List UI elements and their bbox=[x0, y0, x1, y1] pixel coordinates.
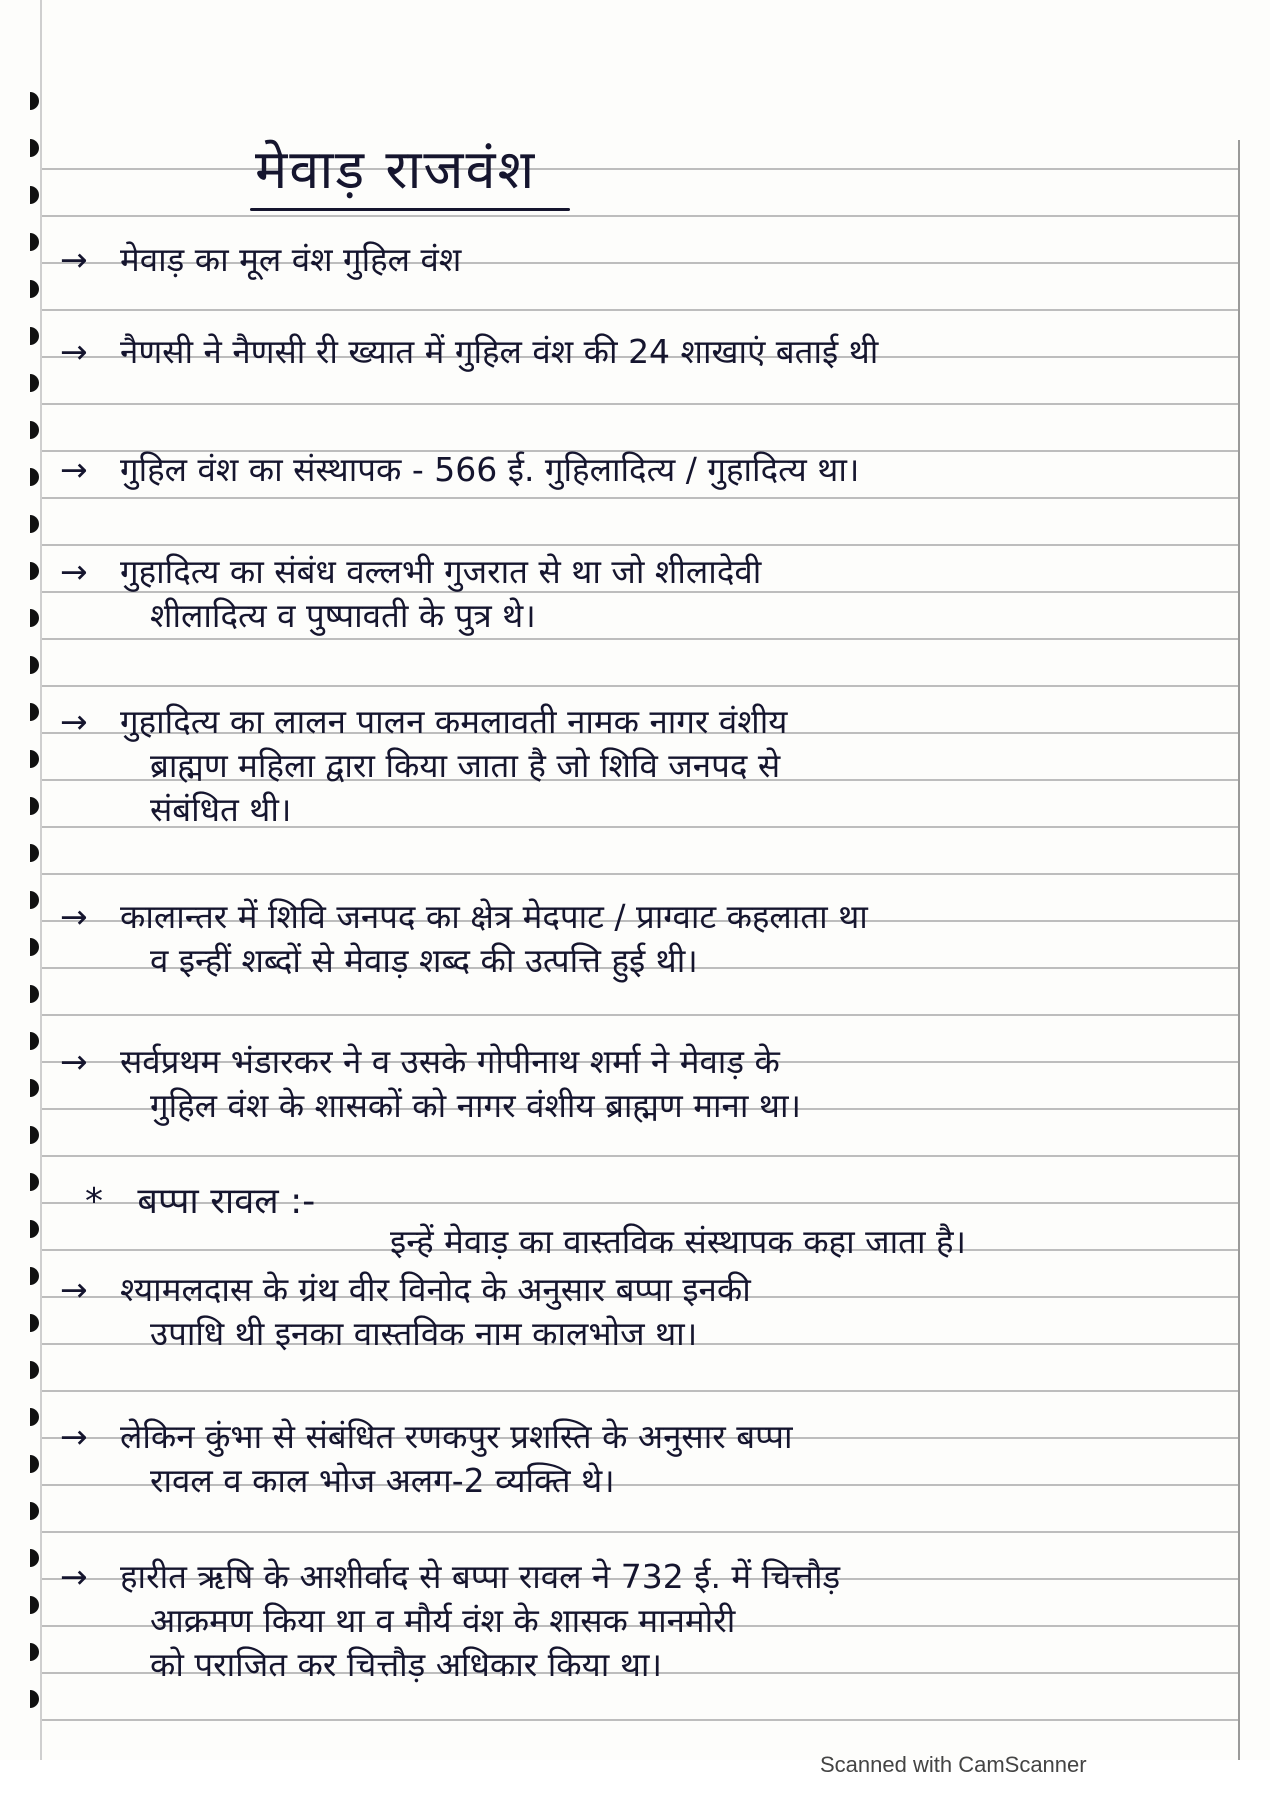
binder-hole bbox=[30, 891, 39, 909]
binder-hole bbox=[30, 985, 39, 1003]
note-text: को पराजित कर चित्तौड़ अधिकार किया था। bbox=[150, 1645, 662, 1684]
binder-hole bbox=[30, 1173, 39, 1191]
ruled-line bbox=[42, 638, 1238, 640]
binder-hole bbox=[30, 1126, 39, 1144]
section-heading bbox=[85, 1180, 315, 1224]
note-text: रावल व काल भोज अलग-2 व्यक्ति थे। bbox=[150, 1461, 615, 1500]
binder-hole bbox=[30, 233, 39, 251]
binder-hole bbox=[30, 1314, 39, 1332]
note-text: गुहादित्य का लालन पालन कमलावती नामक नागर वंशीय bbox=[120, 702, 788, 741]
arrow-icon: → bbox=[60, 332, 88, 371]
ruled-line bbox=[42, 1014, 1238, 1016]
note-text: मेवाड़ का मूल वंश गुहिल वंश bbox=[120, 240, 462, 279]
binder-hole bbox=[30, 1267, 39, 1285]
page-margin-line bbox=[40, 0, 42, 1760]
binder-hole bbox=[30, 797, 39, 815]
arrow-icon: → bbox=[60, 552, 88, 591]
ruled-line bbox=[42, 544, 1238, 546]
page-title: मेवाड़ राजवंश bbox=[255, 138, 537, 201]
arrow-icon: → bbox=[60, 1042, 88, 1081]
note-text: गुहिल वंश का संस्थापक - 566 ई. गुहिलादित्य / गुहादित्य था। bbox=[120, 450, 860, 489]
ruled-line bbox=[42, 873, 1238, 875]
binder-hole bbox=[30, 186, 39, 204]
binder-hole bbox=[30, 750, 39, 768]
scanner-watermark: Scanned with CamScanner bbox=[820, 1752, 1087, 1777]
arrow-icon: → bbox=[60, 1417, 88, 1456]
note-text: उपाधि थी इनका वास्तविक नाम कालभोज था। bbox=[150, 1314, 698, 1353]
title-underline bbox=[250, 208, 570, 211]
ruled-line bbox=[42, 1390, 1238, 1392]
note-item bbox=[60, 895, 1230, 983]
binder-hole bbox=[30, 1549, 39, 1567]
binder-hole bbox=[30, 703, 39, 721]
ruled-line bbox=[42, 1531, 1238, 1533]
note-item bbox=[60, 330, 1230, 374]
note-text: आक्रमण किया था व मौर्य वंश के शासक मानमोरी bbox=[150, 1601, 736, 1640]
binder-hole bbox=[30, 1596, 39, 1614]
note-text: गुहादित्य का संबंध वल्लभी गुजरात से था जो शीलादेवी bbox=[120, 552, 762, 591]
binder-hole bbox=[30, 280, 39, 298]
binder-hole bbox=[30, 327, 39, 345]
arrow-icon: → bbox=[60, 1557, 88, 1596]
note-text: व इन्हीं शब्दों से मेवाड़ शब्द की उत्पत्ति हुई थी। bbox=[150, 941, 698, 980]
binder-hole bbox=[30, 1220, 39, 1238]
binder-hole bbox=[30, 938, 39, 956]
arrow-icon: → bbox=[60, 450, 88, 489]
note-text: सर्वप्रथम भंडारकर ने व उसके गोपीनाथ शर्मा ने मेवाड़ के bbox=[120, 1042, 780, 1081]
note-text: हारीत ऋषि के आशीर्वाद से बप्पा रावल ने 732 ई. में चित्तौड़ bbox=[120, 1557, 841, 1596]
note-text: संबंधित थी। bbox=[150, 790, 292, 829]
note-text: कालान्तर में शिवि जनपद का क्षेत्र मेदपाट / प्राग्वाट कहलाता था bbox=[120, 897, 868, 936]
asterisk-icon: * bbox=[85, 1181, 103, 1222]
binder-hole bbox=[30, 1361, 39, 1379]
binder-holes bbox=[0, 0, 40, 1797]
binder-hole bbox=[30, 139, 39, 157]
ruled-line bbox=[42, 497, 1238, 499]
binder-hole bbox=[30, 374, 39, 392]
binder-hole bbox=[30, 844, 39, 862]
binder-hole bbox=[30, 562, 39, 580]
arrow-icon: → bbox=[60, 1270, 88, 1309]
arrow-icon: → bbox=[60, 702, 88, 741]
section-subline: इन्हें मेवाड़ का वास्तविक संस्थापक कहा जाता है। bbox=[390, 1222, 967, 1261]
binder-hole bbox=[30, 609, 39, 627]
arrow-icon: → bbox=[60, 897, 88, 936]
binder-hole bbox=[30, 1643, 39, 1661]
note-item bbox=[60, 1268, 1230, 1356]
ruled-line bbox=[42, 1719, 1238, 1721]
binder-hole bbox=[30, 1032, 39, 1050]
note-item bbox=[60, 550, 1230, 638]
binder-hole bbox=[30, 656, 39, 674]
note-item bbox=[60, 1040, 1230, 1128]
note-item bbox=[60, 448, 1230, 492]
binder-hole bbox=[30, 1455, 39, 1473]
binder-hole bbox=[30, 1690, 39, 1708]
ruled-line bbox=[42, 685, 1238, 687]
binder-hole bbox=[30, 1408, 39, 1426]
page-edge bbox=[1238, 140, 1240, 1760]
ruled-line bbox=[42, 1155, 1238, 1157]
note-item bbox=[60, 700, 1230, 832]
ruled-line bbox=[42, 168, 1238, 170]
section-heading-text: बप्पा रावल :- bbox=[137, 1181, 316, 1222]
arrow-icon: → bbox=[60, 240, 88, 279]
note-text: श्यामलदास के ग्रंथ वीर विनोद के अनुसार बप्पा इनकी bbox=[120, 1270, 751, 1309]
binder-hole bbox=[30, 1079, 39, 1097]
note-text: गुहिल वंश के शासकों को नागर वंशीय ब्राह्मण माना था। bbox=[150, 1086, 802, 1125]
ruled-line bbox=[42, 403, 1238, 405]
note-text: ब्राह्मण महिला द्वारा किया जाता है जो शिवि जनपद से bbox=[150, 746, 781, 785]
binder-hole bbox=[30, 421, 39, 439]
ruled-line bbox=[42, 215, 1238, 217]
note-item bbox=[60, 1555, 1230, 1687]
binder-hole bbox=[30, 468, 39, 486]
note-item bbox=[60, 238, 1230, 282]
note-text: शीलादित्य व पुष्पावती के पुत्र थे। bbox=[150, 596, 536, 635]
note-text: नैणसी ने नैणसी री ख्यात में गुहिल वंश की 24 शाखाएं बताई थी bbox=[120, 332, 879, 371]
note-text: लेकिन कुंभा से संबंधित रणकपुर प्रशस्ति के अनुसार बप्पा bbox=[120, 1417, 793, 1456]
binder-hole bbox=[30, 515, 39, 533]
ruled-line bbox=[42, 309, 1238, 311]
note-item bbox=[60, 1415, 1230, 1503]
binder-hole bbox=[30, 1502, 39, 1520]
binder-hole bbox=[30, 92, 39, 110]
